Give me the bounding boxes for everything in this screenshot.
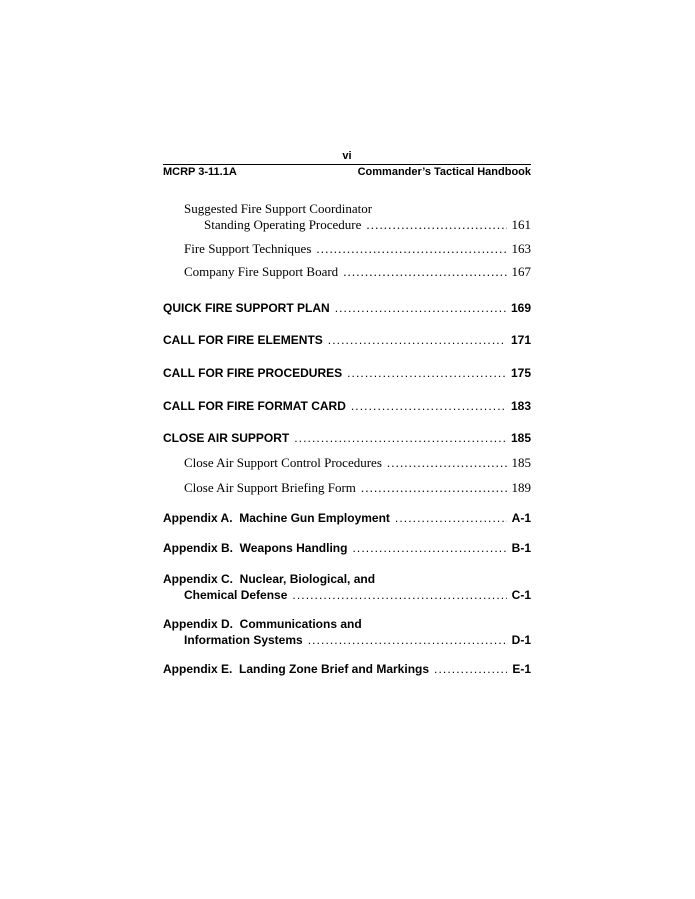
- toc-entry-label: CALL FOR FIRE FORMAT CARD: [163, 399, 346, 413]
- header-publication-id: MCRP 3-11.1A: [163, 166, 237, 178]
- dot-leader: [366, 217, 506, 233]
- toc-page-number: 163: [511, 241, 531, 256]
- toc-page-number: 169: [510, 301, 531, 315]
- toc-entry-call-for-fire-format-card[interactable]: [163, 399, 531, 415]
- dot-leader: [343, 264, 506, 280]
- toc-entry-label-cont: Standing Operating Procedure: [204, 217, 362, 232]
- toc-entry-label: QUICK FIRE SUPPORT PLAN: [163, 301, 330, 315]
- toc-entry-appendix-b[interactable]: [163, 541, 531, 557]
- toc-page-number: B-1: [511, 541, 531, 555]
- dot-leader: [294, 431, 506, 445]
- dot-leader: [395, 511, 507, 525]
- toc-entry-label-cont: Chemical Defense: [184, 588, 288, 602]
- toc-entry-label: Suggested Fire Support Coordinator: [184, 201, 373, 216]
- toc-entry-label: Appendix B. Weapons Handling: [163, 541, 348, 555]
- toc-entry-fire-coord-sop[interactable]: [163, 201, 531, 233]
- dot-leader: [434, 662, 507, 676]
- toc-entry-label: Fire Support Techniques: [184, 241, 312, 256]
- header-title: Commander’s Tactical Handbook: [357, 166, 531, 178]
- dot-leader: [361, 480, 507, 496]
- toc-page-number: C-1: [511, 588, 531, 602]
- toc-page-number: 175: [510, 366, 531, 380]
- toc-entry-cas-briefing-form[interactable]: [163, 480, 531, 496]
- toc-entry-appendix-e[interactable]: [163, 662, 531, 678]
- dot-leader: [352, 541, 506, 555]
- toc-entry-call-for-fire-elements[interactable]: [163, 333, 531, 349]
- toc-entry-appendix-d[interactable]: [163, 617, 531, 649]
- toc-page-number: 185: [510, 431, 531, 445]
- toc-entry-label: Company Fire Support Board: [184, 264, 339, 279]
- toc-entry-company-fire-support-board[interactable]: [163, 264, 531, 280]
- dot-leader: [335, 301, 506, 315]
- dot-leader: [328, 333, 506, 347]
- toc-page-number: 185: [511, 455, 531, 470]
- toc-page-number: 183: [510, 399, 531, 413]
- toc-entry-label: Appendix C. Nuclear, Biological, and: [163, 572, 376, 586]
- toc-entry-close-air-support[interactable]: [163, 431, 531, 447]
- toc-page-number: 167: [511, 264, 531, 279]
- running-header: [163, 164, 531, 178]
- toc-entry-label: Appendix A. Machine Gun Employment: [163, 511, 390, 525]
- toc-entry-label: Appendix D. Communications and: [163, 617, 362, 631]
- toc-page-number: 161: [511, 217, 531, 232]
- toc-entry-label: Close Air Support Control Procedures: [184, 455, 382, 470]
- dot-leader: [387, 455, 507, 471]
- toc-entry-fire-support-techniques[interactable]: [163, 241, 531, 257]
- toc-entry-appendix-c[interactable]: [163, 572, 531, 604]
- toc-page-number: 189: [511, 480, 531, 495]
- toc-page-number: 171: [510, 333, 531, 347]
- toc-entry-label: CALL FOR FIRE ELEMENTS: [163, 333, 323, 347]
- page-number: vi: [342, 150, 352, 162]
- toc-entry-call-for-fire-procedures[interactable]: [163, 366, 531, 382]
- toc-page-number: D-1: [511, 633, 531, 647]
- dot-leader: [292, 588, 506, 602]
- dot-leader: [347, 366, 506, 380]
- dot-leader: [351, 399, 506, 413]
- toc-entry-label: Close Air Support Briefing Form: [184, 480, 356, 495]
- toc-page-number: E-1: [512, 662, 531, 676]
- toc-page-number: A-1: [511, 511, 531, 525]
- toc-entry-label: Appendix E. Landing Zone Brief and Markings: [163, 662, 430, 676]
- dot-leader: [308, 633, 507, 647]
- toc-entry-appendix-a[interactable]: [163, 511, 531, 527]
- toc-entry-label-cont: Information Systems: [184, 633, 303, 647]
- toc-entry-label: CLOSE AIR SUPPORT: [163, 431, 290, 445]
- toc-entry-quick-fire-support-plan[interactable]: [163, 301, 531, 317]
- toc-entry-label: CALL FOR FIRE PROCEDURES: [163, 366, 343, 380]
- dot-leader: [316, 241, 506, 257]
- toc-entry-cas-control-procedures[interactable]: [163, 455, 531, 471]
